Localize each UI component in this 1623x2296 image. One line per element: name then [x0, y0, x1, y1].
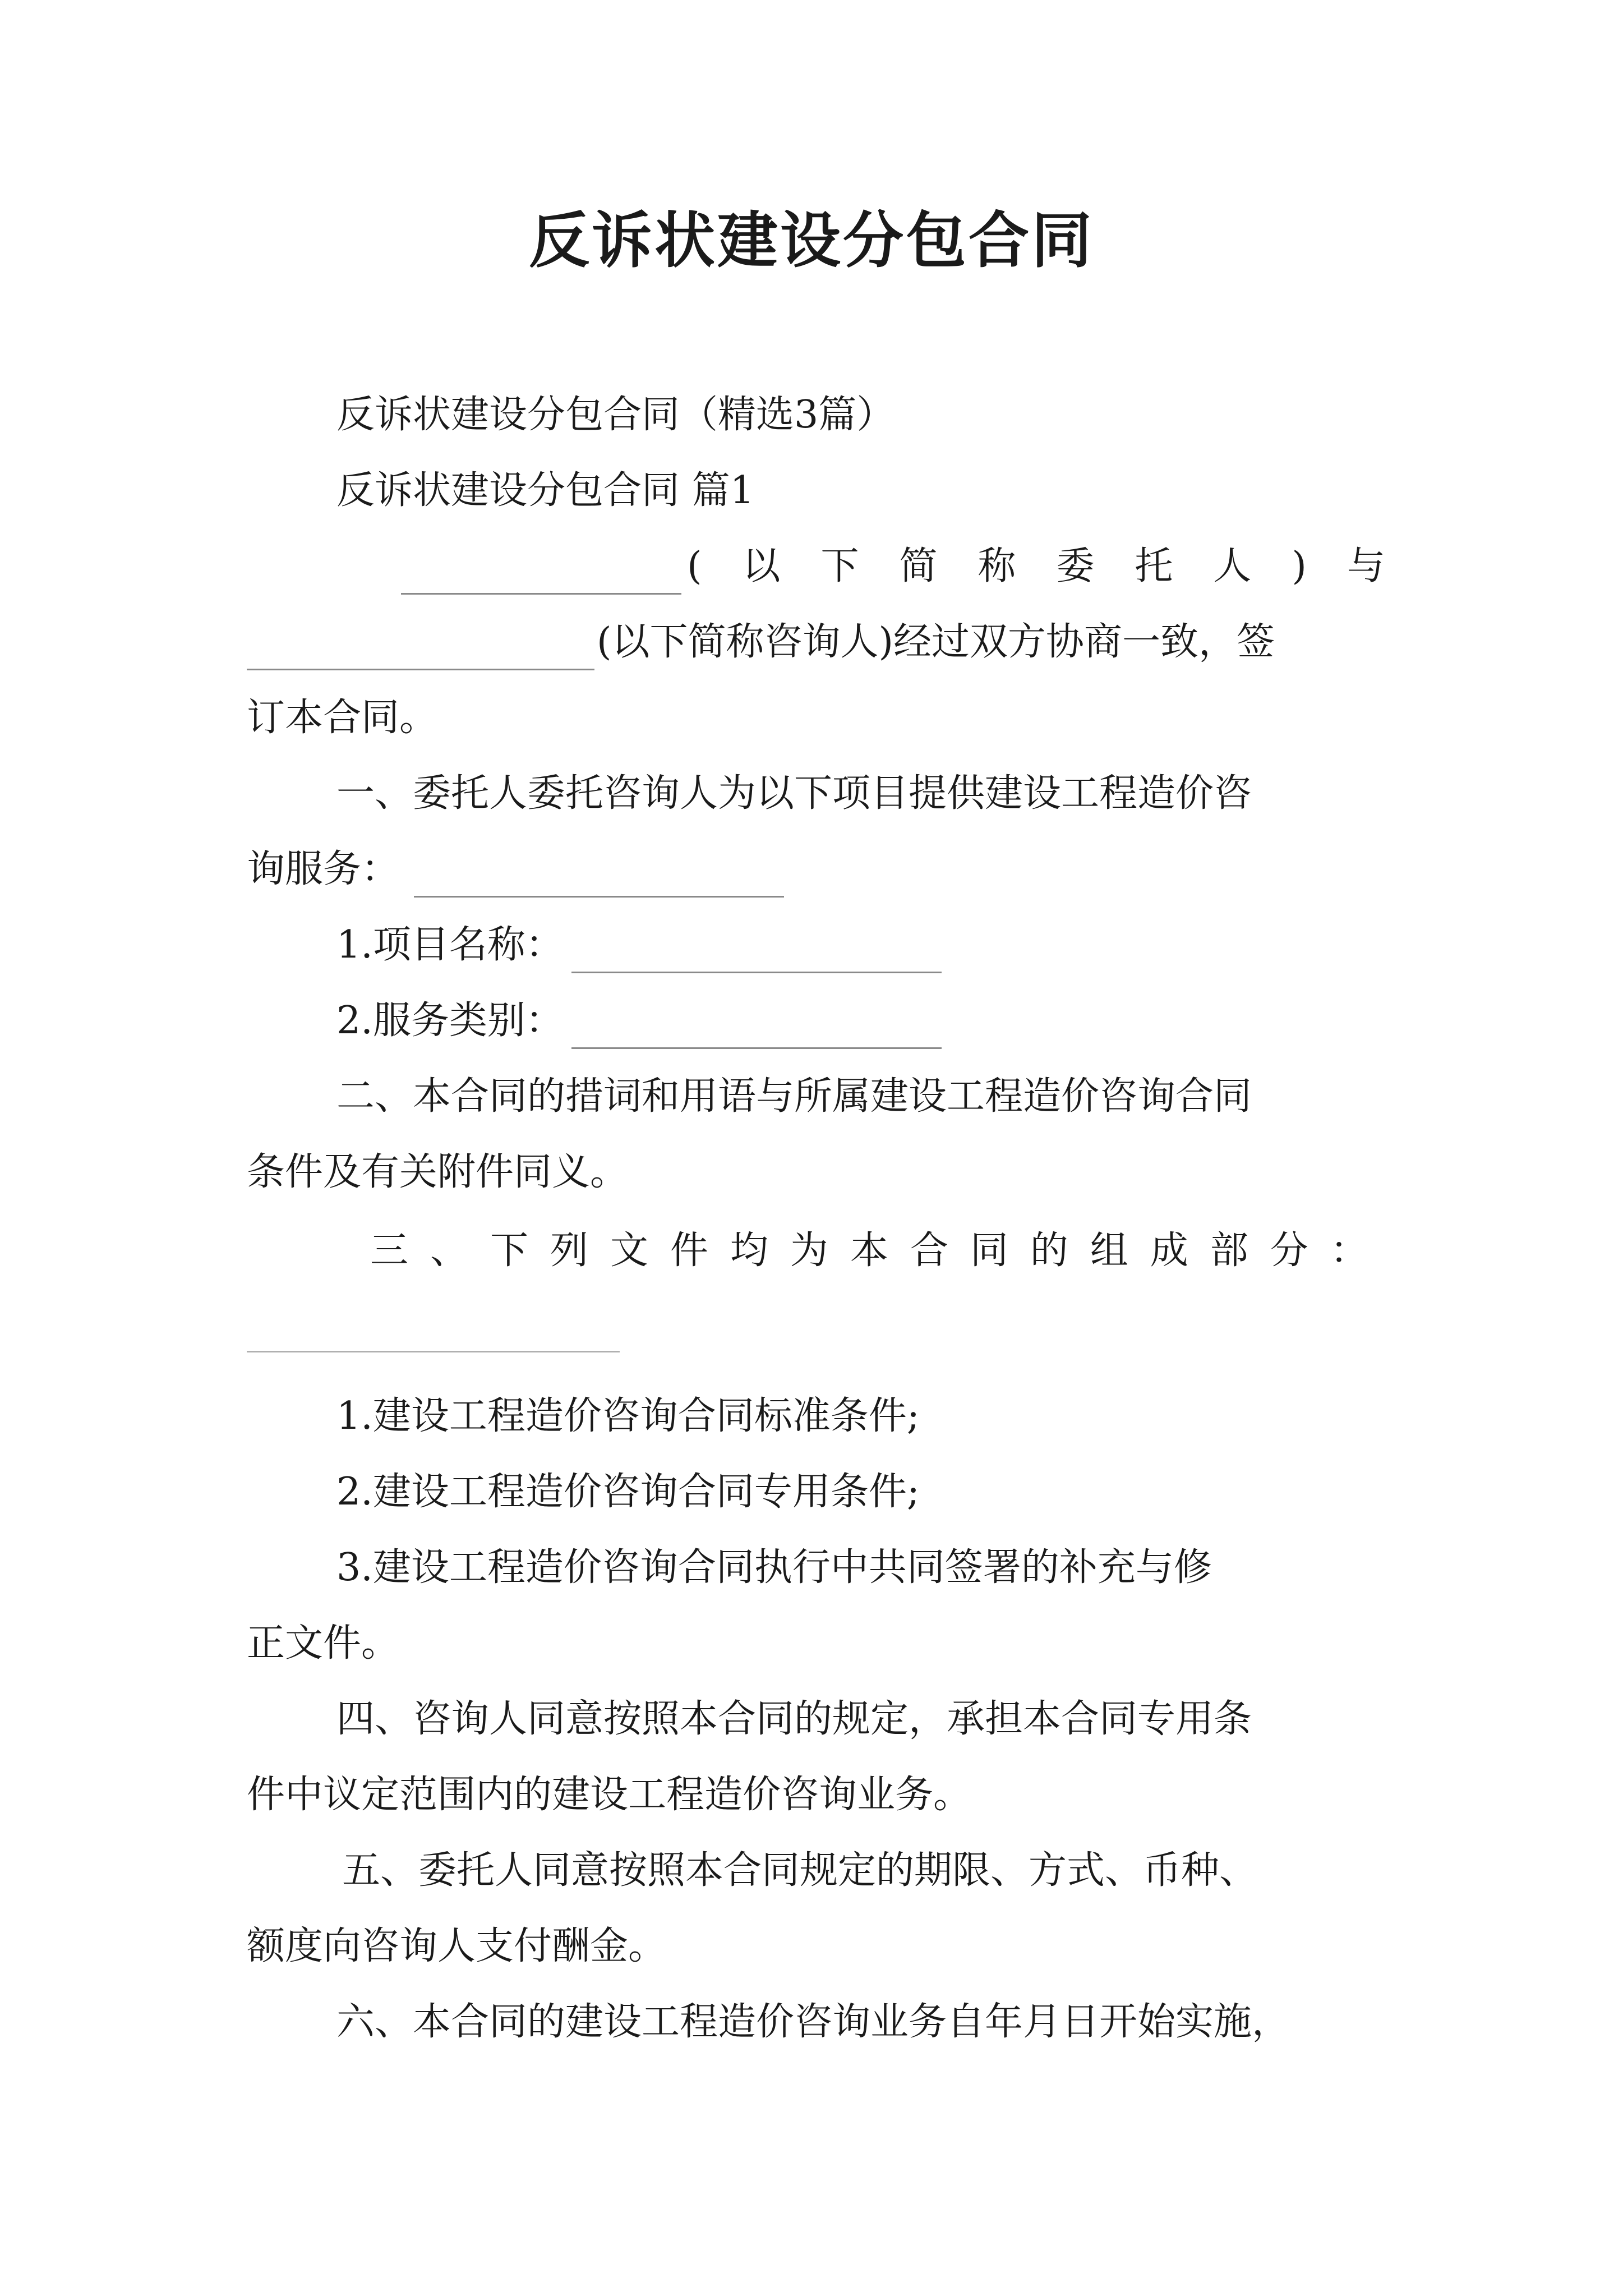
doc-item-1: 1.建设工程造价咨询合同标准条件; [336, 1394, 920, 1438]
intro-line-2 [247, 614, 1385, 670]
service-blank [414, 861, 784, 898]
clause-3-char: 本 [850, 1228, 888, 1273]
clause-1-line-1: 一、委托人委托咨询人为以下项目提供建设工程造价咨 [336, 771, 1252, 816]
service-category-blank [571, 1013, 942, 1049]
intro-line-1-text [687, 539, 1385, 595]
clause-3-line-1 [370, 1223, 1368, 1279]
intro-char: 称 [978, 544, 1016, 588]
intro-char: 下 [820, 544, 859, 588]
clause-3-char: 、 [430, 1228, 468, 1273]
intro-line-2-text: (以下简称咨询人)经过双方协商一致，签 [597, 620, 1275, 664]
part-heading: 反诉状建设分包合同 篇1 [336, 468, 754, 513]
clause-1-line-2 [247, 841, 1385, 898]
document-subtitle: 反诉状建设分包合同（精选3篇） [336, 393, 895, 437]
intro-char: 人 [1213, 544, 1252, 588]
doc-item-3-line-2: 正文件。 [247, 1621, 400, 1665]
item-1 [247, 917, 1475, 973]
clause-2-line-2: 条件及有关附件同义。 [247, 1150, 629, 1194]
clause-3-char: ： [1330, 1228, 1368, 1273]
client-name-blank [401, 558, 681, 595]
clause-3-char: 下 [490, 1228, 528, 1273]
intro-char: 托 [1135, 544, 1173, 588]
intro-char: 与 [1347, 544, 1385, 588]
clause-6-line-1: 六、本合同的建设工程造价咨询业务自年月日开始实施， [336, 2000, 1290, 2044]
clause-3-char: 文 [610, 1228, 648, 1273]
clause-3-char: 的 [1030, 1228, 1068, 1273]
clause-3-char: 列 [550, 1228, 588, 1273]
clause-4-line-2: 件中议定范围内的建设工程造价咨询业务。 [247, 1773, 972, 1817]
clause-3-char: 同 [970, 1228, 1008, 1273]
project-name-blank [571, 937, 942, 973]
doc-item-3-line-1: 3.建设工程造价咨询合同执行中共同签署的补充与修 [336, 1545, 1212, 1590]
item-2-label: 2.服务类别： [336, 999, 564, 1043]
doc-item-2: 2.建设工程造价咨询合同专用条件; [336, 1470, 920, 1514]
clause-3-char: 均 [730, 1228, 768, 1273]
clause-3-char: 成 [1150, 1228, 1188, 1273]
intro-line-1 [247, 539, 1385, 595]
intro-line-3: 订本合同。 [247, 696, 438, 740]
documents-blank [247, 1351, 620, 1352]
intro-char: ) [1292, 544, 1307, 588]
clause-3-char: 件 [670, 1228, 708, 1273]
clause-2-line-1: 二、本合同的措词和用语与所属建设工程造价咨询合同 [336, 1074, 1252, 1119]
clause-3-char: 部 [1210, 1228, 1248, 1273]
intro-char: 简 [899, 544, 938, 588]
clause-5-line-2: 额度向咨询人支付酬金。 [247, 1924, 667, 1968]
item-2 [247, 993, 1475, 1049]
clause-4-line-1: 四、咨询人同意按照本合同的规定，承担本合同专用条 [336, 1697, 1252, 1741]
intro-char: 委 [1056, 544, 1095, 588]
clause-1-line-2-text: 询服务： [247, 847, 400, 891]
clause-3-char: 分 [1270, 1228, 1308, 1273]
intro-char: ( [687, 544, 702, 588]
consultant-name-blank [247, 634, 594, 670]
clause-3-char: 为 [790, 1228, 828, 1273]
document-title: 反诉状建设分包合同 [528, 206, 1094, 276]
clause-3-char: 组 [1090, 1228, 1128, 1273]
clause-3-char: 三 [370, 1228, 409, 1273]
clause-5-line-1: 五、委托人同意按照本合同规定的期限、方式、币种、 [342, 1848, 1258, 1893]
item-1-label: 1.项目名称： [336, 923, 564, 967]
intro-char: 以 [742, 544, 781, 588]
clause-3-char: 合 [910, 1228, 948, 1273]
